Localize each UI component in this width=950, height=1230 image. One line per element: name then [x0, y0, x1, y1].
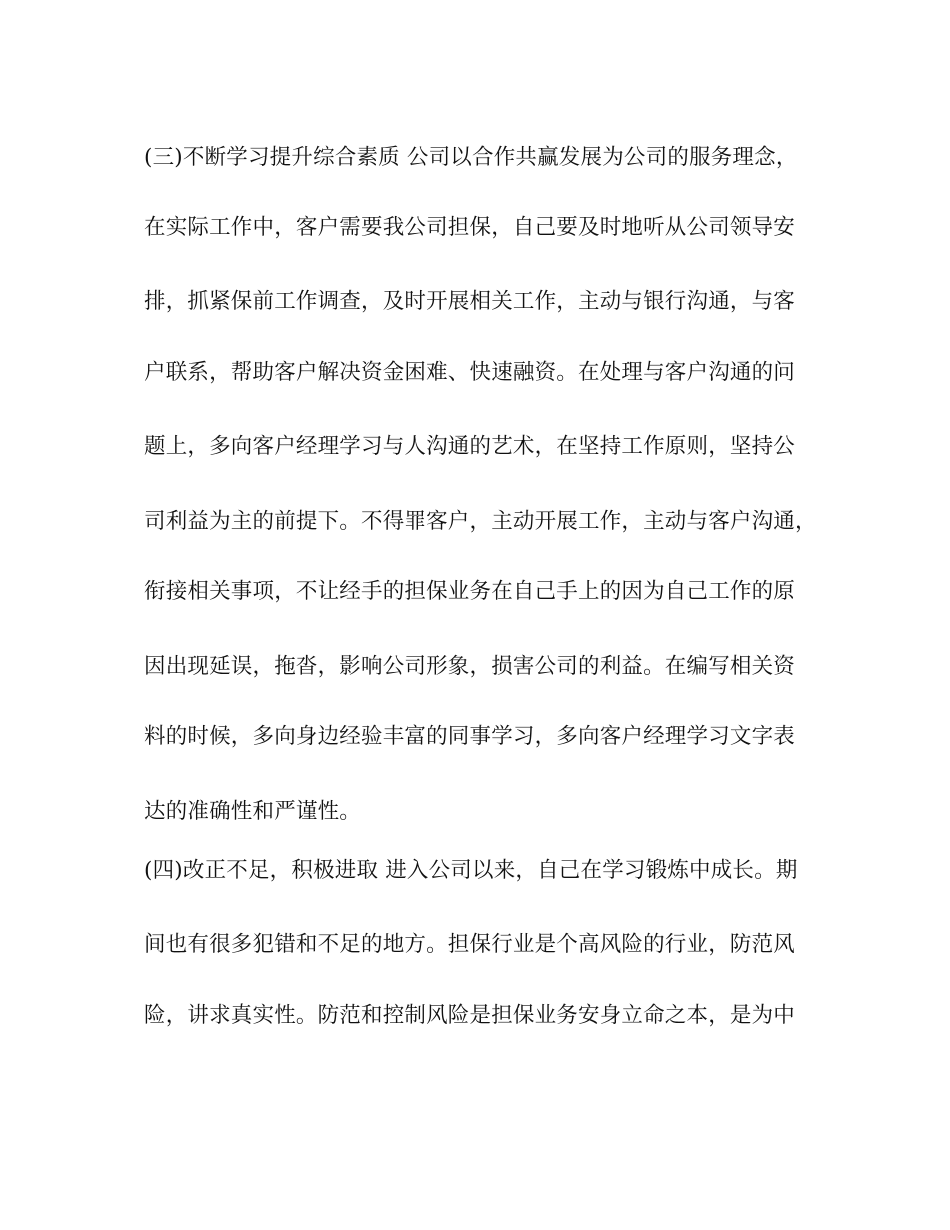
text-line: 料的时候，多向身边经验丰富的同事学习，多向客户经理学习文字表 [144, 724, 796, 749]
text-line: (四)改正不足，积极进取 进入公司以来，自己在学习锻炼中成长。期 [144, 858, 798, 883]
text-line: 衔接相关事项，不让经手的担保业务在自己手上的因为自己工作的原 [144, 579, 796, 604]
text-line: 题上，多向客户经理学习与人沟通的艺术，在坚持工作原则，坚持公 [144, 434, 796, 459]
text-line: 因出现延误，拖沓，影响公司形象，损害公司的利益。在编写相关资 [144, 654, 796, 679]
text-line: 险，讲求真实性。防范和控制风险是担保业务安身立命之本，是为中 [144, 1003, 796, 1028]
text-line: (三)不断学习提升综合素质 公司以合作共赢发展为公司的服务理念， [144, 145, 798, 170]
text-line: 间也有很多犯错和不足的地方。担保行业是个高风险的行业，防范风 [144, 932, 796, 957]
text-line: 达的准确性和严谨性。 [144, 799, 362, 824]
text-line: 在实际工作中，客户需要我公司担保，自己要及时地听从公司领导安 [144, 215, 796, 240]
text-line: 户联系，帮助客户解决资金困难、快速融资。在处理与客户沟通的问 [144, 360, 796, 385]
text-line: 司利益为主的前提下。不得罪客户，主动开展工作，主动与客户沟通， [144, 509, 817, 534]
text-line: 排，抓紧保前工作调查，及时开展相关工作，主动与银行沟通，与客 [144, 289, 796, 314]
